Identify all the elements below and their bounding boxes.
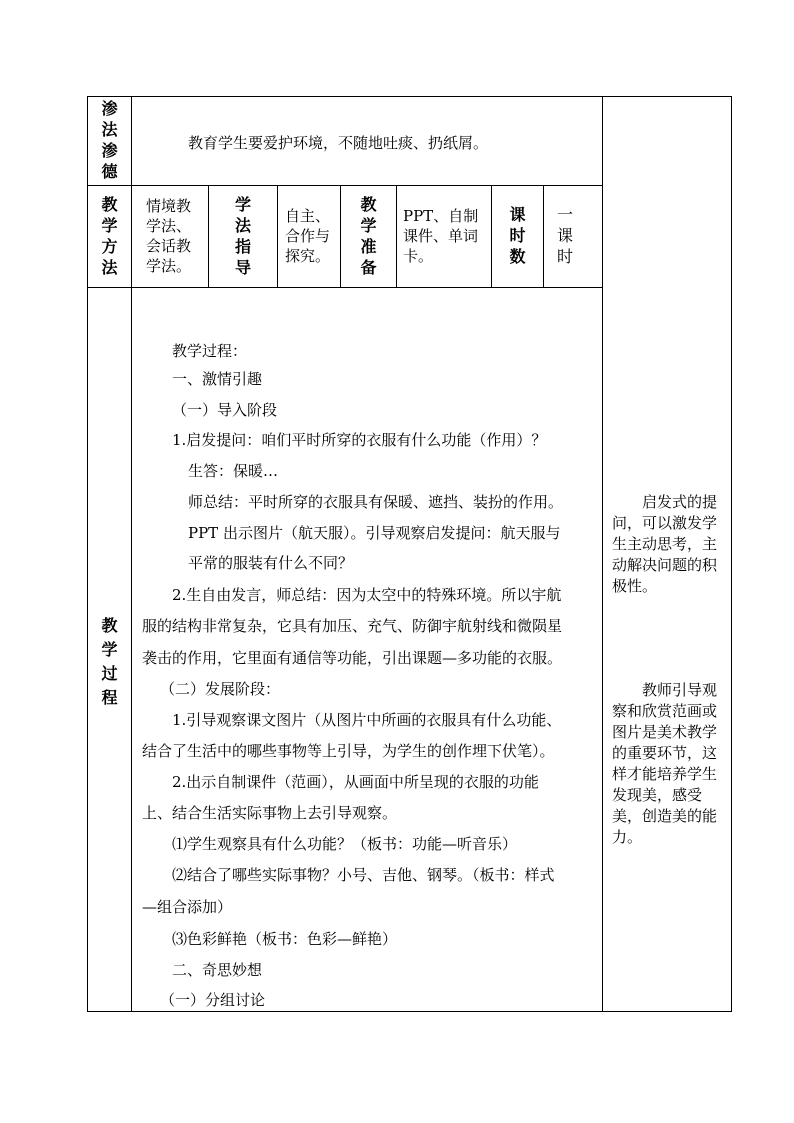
table-border-right [731,96,732,1012]
label-study-guidance: 学 法 指 导 [234,195,251,277]
col-divider-r2-4 [396,185,397,287]
process-line: 平常的服装有什么不同？ [188,554,354,572]
process-line: PPT 出示图片（航天服）。引导观察启发提问：航天服与 [188,524,561,542]
process-line: （一）导入阶段 [172,401,278,419]
process-line: 上、结合生活实际事物上去引导观察。 [142,804,398,822]
table-border-bottom [87,1011,732,1012]
label-teaching-process: 教 学 过 程 [101,616,118,707]
process-line: 生答：保暖… [188,462,279,480]
process-line: 一、激情引趣 [172,370,263,388]
table-border-top [87,96,732,97]
process-line: 结合了生活中的哪些事物等上引导，为学生的创作埋下伏笔）。 [142,742,555,760]
class-hours-value: 一 课 时 [556,205,573,266]
process-line: （一）分组讨论 [160,991,266,1009]
process-line: 服的结构非常复杂，它具有加压、充气、防御宇航射线和微陨星 [142,617,563,635]
row-divider-2 [87,287,603,288]
process-line: 袭击的作用，它里面有通信等功能，引出课题—多功能的衣服。 [142,649,563,667]
label-class-hours: 课 时 数 [509,205,526,266]
col-divider-label [131,96,132,1012]
process-line: 2.出示自制课件（范画），从画面中所呈现的衣服的功能 [172,773,539,791]
label-teaching-preparation: 教 学 准 备 [360,195,377,277]
process-line: 师总结：平时所穿的衣服具有保暖、遮挡、装扮的作用。 [188,493,564,511]
label-law-infiltration: 渗 法 渗 德 [101,99,118,181]
col-divider-r2-2 [277,185,278,287]
process-line: —组合添加） [142,898,233,916]
law-infiltration-content: 教育学生要爱护环境，不随地吐痰、扔纸屑。 [188,134,489,152]
design-note-2: 教师引导观 察和欣赏范画或 图片是美术教学 的重要环节，这 样才能培养学生 发现美，感受 美，创造美的能 力。 [612,681,718,846]
process-line: 1.引导观察课文图片（从图片中所画的衣服具有什么功能、 [172,711,562,729]
row-divider-1 [87,185,603,186]
label-teaching-method: 教 学 方 法 [101,195,118,277]
design-note-1: 启发式的提 问，可以激发学 生主动思考，主 动解决问题的积 极性。 [612,493,718,595]
process-line: 二、奇思妙想 [172,961,263,979]
process-line: （二）发展阶段： [160,680,281,698]
process-line: 1.启发提问：咱们平时所穿的衣服有什么功能（作用）？ [172,431,547,449]
process-line: ⑴学生观察具有什么功能？（板书：功能—听音乐） [172,835,518,853]
teaching-preparation-value: PPT、自制 课件、单词 卡。 [403,207,479,265]
process-line: ⑶色彩鲜艳（板书：色彩—鲜艳） [172,930,398,948]
process-line: ⑵结合了哪些实际事物？小号、吉他、钢琴。（板书：样式 [172,866,555,884]
process-line: 教学过程： [172,342,248,360]
teaching-method-value: 情境教 学法、 会话教 学法。 [146,197,192,275]
process-line: 2.生自由发言，师总结：因为太空中的特殊环境。所以宇航 [172,586,562,604]
study-guidance-value: 自主、 合作与 探究。 [285,207,331,265]
col-divider-notes [602,96,603,1012]
